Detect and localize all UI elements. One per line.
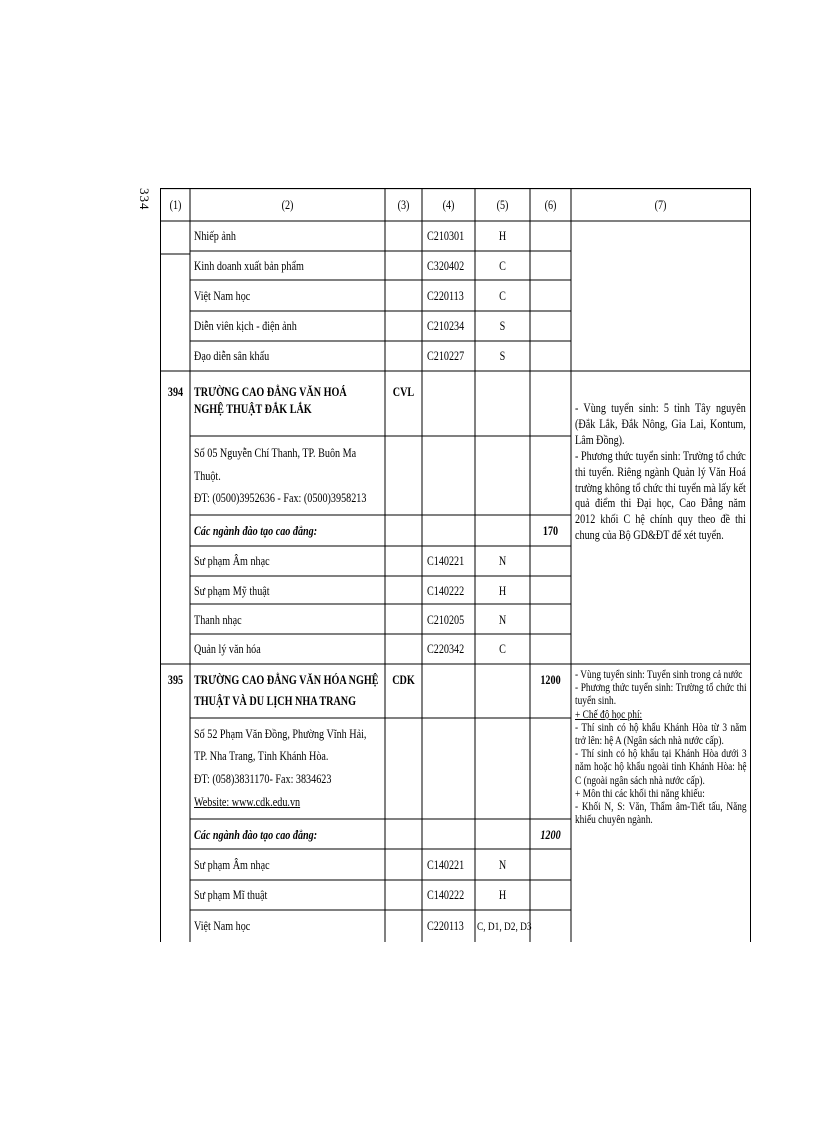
header-col4: (4) (442, 197, 455, 212)
program-block: H (498, 583, 507, 598)
note-line: + Chế độ học phí: (575, 706, 643, 721)
program-block: N (498, 612, 507, 627)
note-line: - Phương thức tuyển sinh: Trường tổ chức thi tuyển. Riêng ngành Quản lý Văn Hoá trường không tổ chức thi tuyển mà lấy kết quả điểm thi Đại học, Cao Đẳng năm 2012 khối C hệ chính quy theo đề thi chung của Bộ GD&ĐT để xét tuyển. (575, 447, 746, 543)
program-block: C (499, 288, 506, 303)
header-col6: (6) (544, 197, 557, 212)
school-address-line2: Thuột. (194, 468, 221, 483)
page-number: 334 (137, 188, 152, 211)
header-col5: (5) (496, 197, 509, 212)
program-code: C210205 (427, 612, 465, 627)
program-name: Sư phạm Mỹ thuật (194, 583, 270, 598)
program-name: Quản lý văn hóa (194, 641, 261, 656)
note-line: - Thí sinh có hộ khẩu tại Khánh Hòa dưới 3 năm hoặc hộ khẩu ngoài tỉnh Khánh Hòa: hệ C (ngoài ngân sách nhà nước cấp). (575, 746, 747, 787)
program-name: Thanh nhạc (194, 612, 242, 627)
program-block: S (499, 348, 506, 363)
program-name: Sư phạm Âm nhạc (194, 857, 270, 872)
program-name: Sư phạm Mĩ thuật (194, 887, 268, 902)
school-number: 395 (167, 672, 184, 687)
quota: 1200 (540, 827, 561, 842)
program-block: N (498, 553, 507, 568)
program-block: N (498, 857, 507, 872)
header-col1: (1) (169, 197, 182, 212)
program-block: C, D1, D2, D3 (477, 919, 532, 933)
note-line: - Khối N, S: Văn, Thẩm âm-Tiết tấu, Năng khiếu chuyên ngành. (575, 799, 747, 827)
program-code: C210234 (427, 318, 465, 333)
program-name: Đạo diễn sân khấu (194, 348, 270, 363)
program-code: C220113 (427, 918, 464, 933)
school-name-line1: TRƯỜNG CAO ĐẲNG VĂN HOÁ (194, 384, 347, 399)
note-line: - Vùng tuyển sinh: Tuyển sinh trong cả nước (575, 667, 743, 681)
header-col7: (7) (654, 197, 667, 212)
note-line: - Thí sinh có hộ khẩu Khánh Hòa từ 3 năm trở lên: hệ A (Ngân sách nhà nước cấp). (575, 719, 747, 748)
note-line: - Vùng tuyển sinh: 5 tỉnh Tây nguyên (Đắk Lắk, Đắk Nông, Gia Lai, Kontum, Lâm Đồng). (575, 400, 746, 447)
program-block: C (499, 258, 506, 273)
program-block: C (499, 641, 506, 656)
program-name: Việt Nam học (194, 918, 251, 933)
school-number: 394 (167, 384, 184, 399)
school-sign: CDK (392, 672, 415, 687)
program-block: H (498, 887, 507, 902)
quota: 1200 (540, 672, 561, 687)
program-code: C220113 (427, 288, 464, 303)
admissions-table (160, 188, 751, 942)
program-code: C140221 (427, 857, 465, 872)
school-name-line2: THUẬT VÀ DU LỊCH NHA TRANG (194, 693, 356, 708)
school-sign: CVL (392, 384, 415, 399)
program-code: C140222 (427, 583, 465, 598)
school-address-line2: TP. Nha Trang, Tỉnh Khánh Hòa. (194, 748, 329, 763)
program-name: Kinh doanh xuất bản phẩm (194, 258, 304, 273)
programs-label: Các ngành đào tạo cao đẳng: (194, 827, 318, 842)
program-code: C140222 (427, 887, 465, 902)
header-col2: (2) (281, 197, 294, 212)
school-notes (575, 668, 747, 826)
school-name-line2: NGHỆ THUẬT ĐẮK LẮK (194, 401, 312, 416)
school-phone-fax: ĐT: (058)3831170- Fax: 3834623 (194, 771, 332, 786)
school-address-line1: Số 05 Nguyễn Chí Thanh, TP. Buôn Ma (194, 445, 357, 460)
note-line: - Phương thức tuyển sinh: Trường tổ chức thi tuyển sinh. (575, 680, 747, 708)
program-code: C210227 (427, 348, 465, 363)
header-col3: (3) (397, 197, 410, 212)
program-name: Diễn viên kịch - điện ảnh (194, 318, 297, 333)
school-notes (575, 400, 746, 543)
program-code: C320402 (427, 258, 465, 273)
programs-label: Các ngành đào tạo cao đẳng: (194, 523, 318, 538)
note-line: + Môn thi các khối thi năng khiếu: (575, 785, 705, 800)
program-block: H (498, 228, 507, 243)
program-name: Sư phạm Âm nhạc (194, 553, 270, 568)
quota: 170 (542, 523, 559, 538)
program-code: C140221 (427, 553, 465, 568)
program-name: Việt Nam học (194, 288, 251, 303)
program-block: S (499, 318, 506, 333)
program-code: C210301 (427, 228, 465, 243)
school-phone-fax: ĐT: (0500)3952636 - Fax: (0500)3958213 (194, 490, 367, 505)
program-code: C220342 (427, 641, 465, 656)
school-address-line1: Số 52 Phạm Văn Đồng, Phường Vĩnh Hải, (194, 726, 367, 741)
program-name: Nhiếp ảnh (194, 228, 236, 243)
school-website[interactable]: Website: www.cdk.edu.vn (194, 794, 301, 809)
school-name-line1: TRƯỜNG CAO ĐẲNG VĂN HÓA NGHỆ (194, 672, 379, 687)
